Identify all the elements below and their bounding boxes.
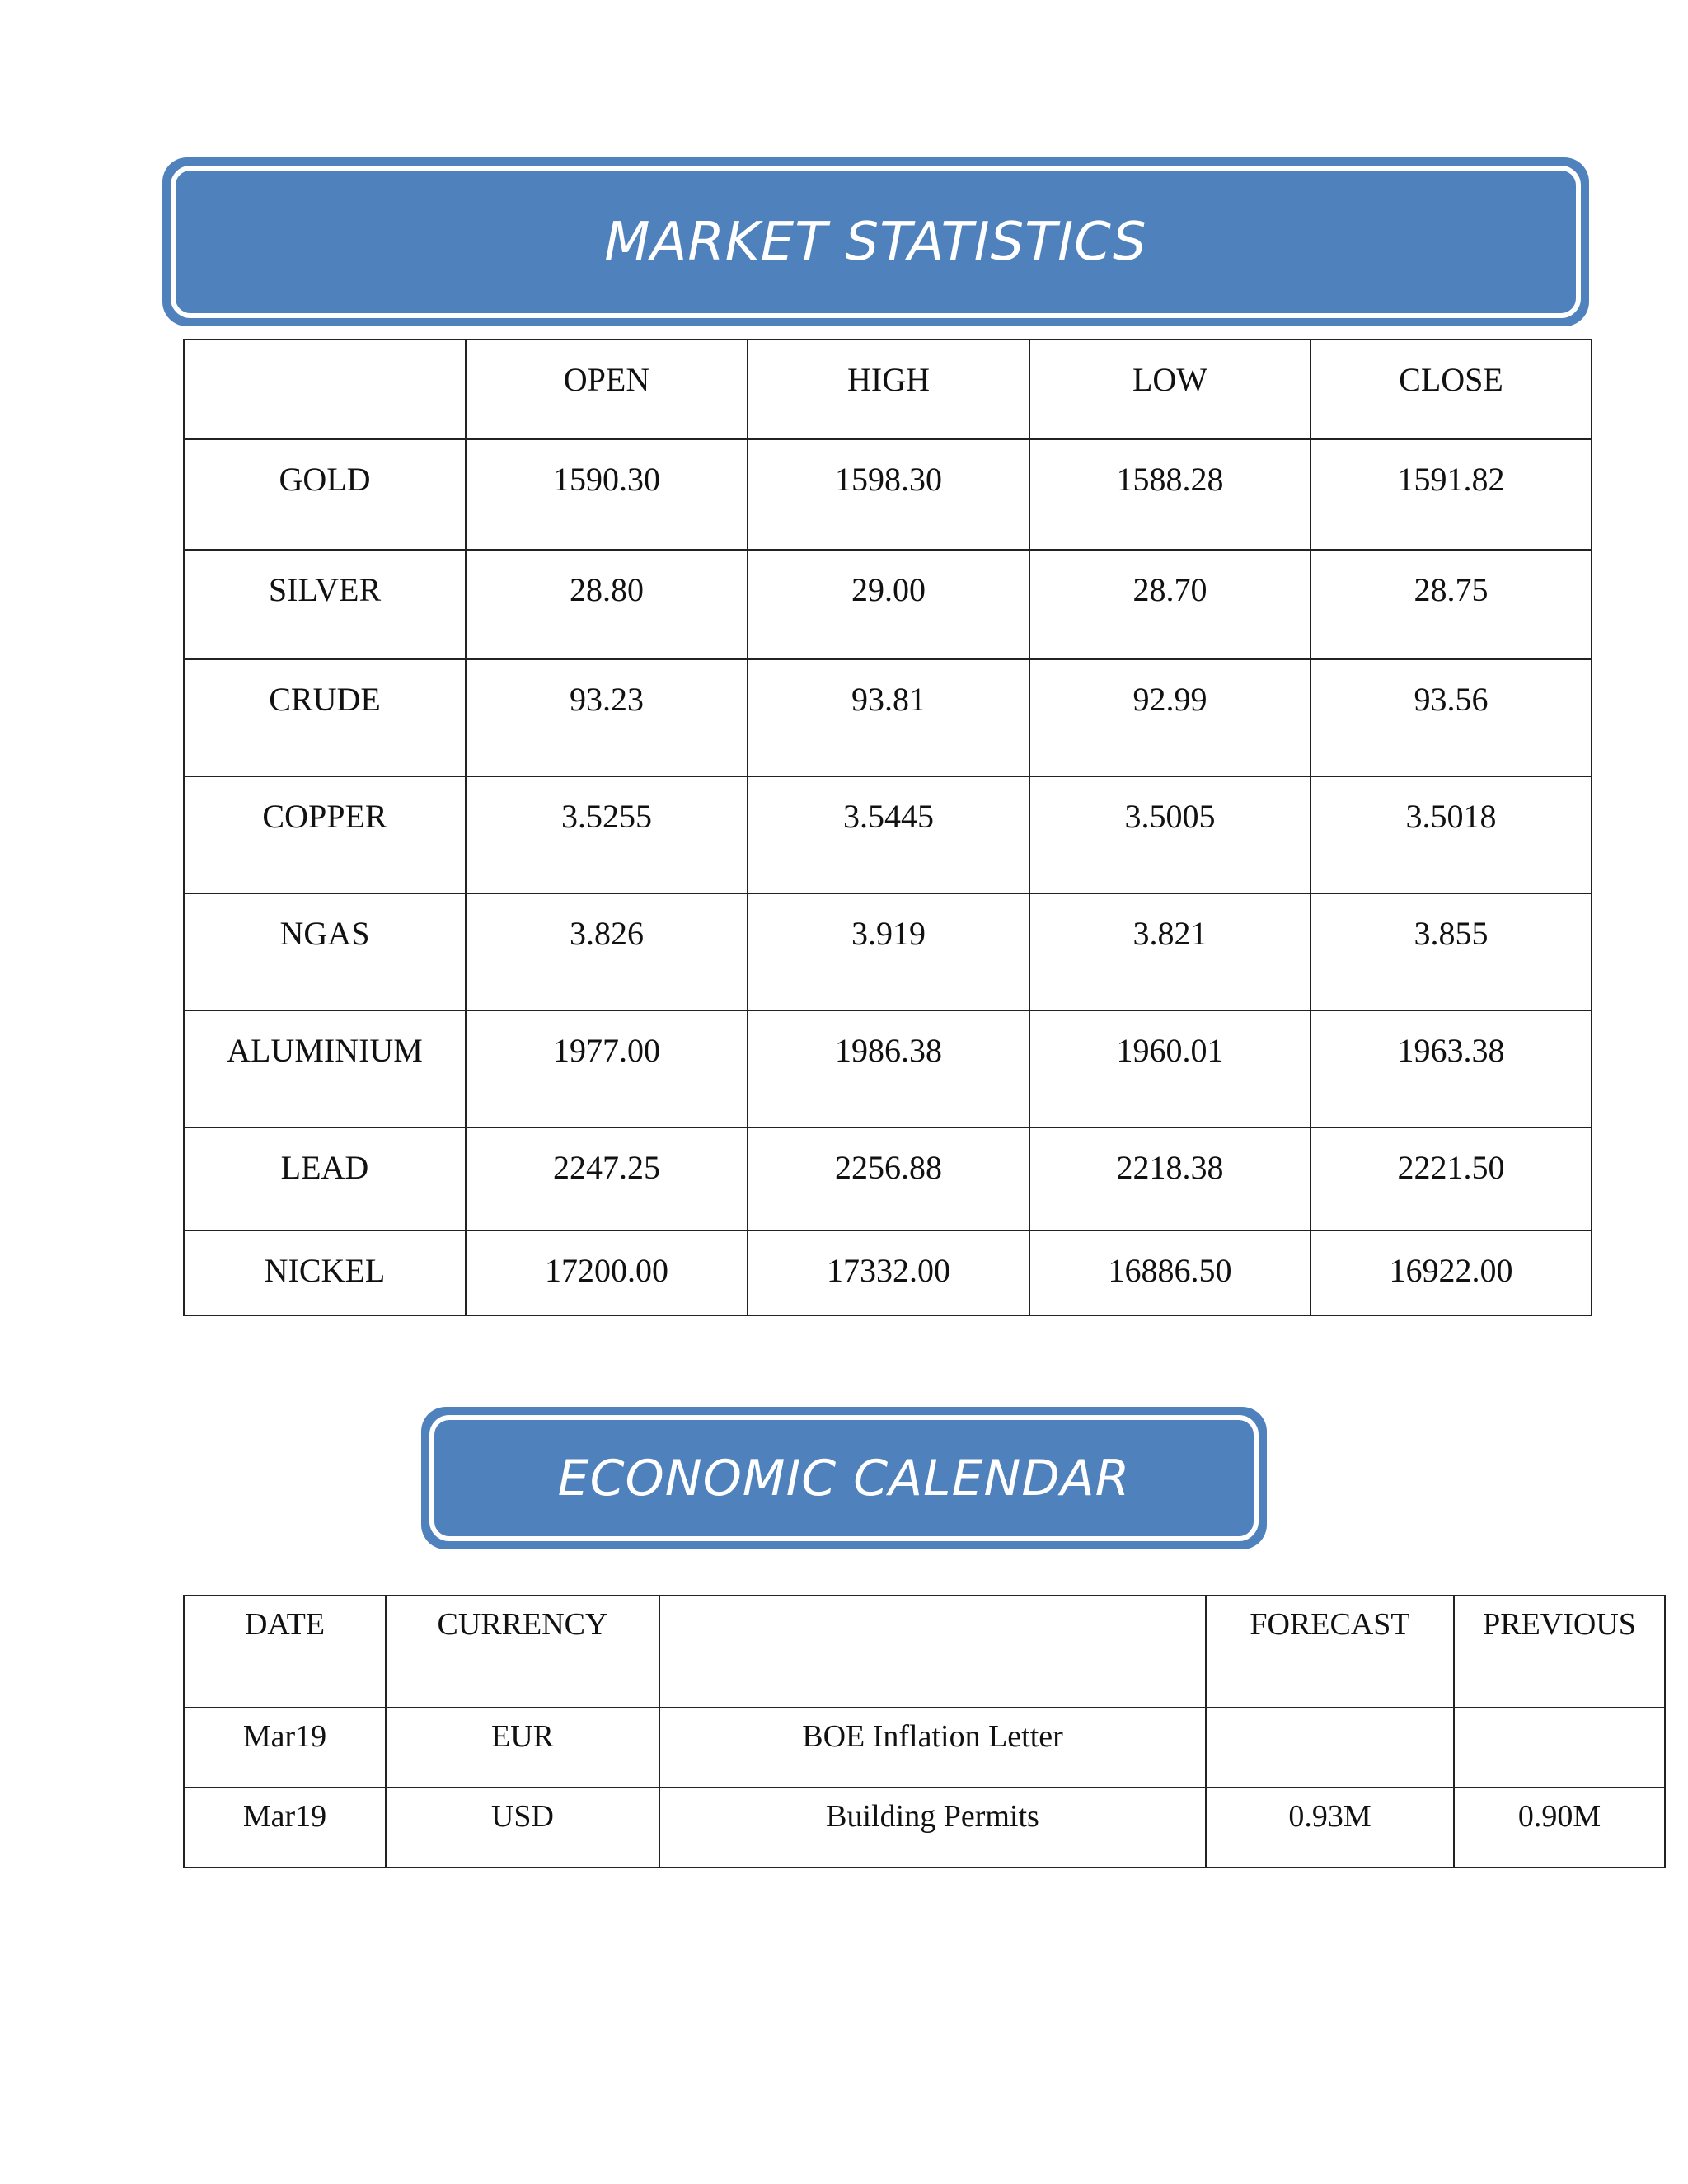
low-value: 3.821 [1029,893,1311,1010]
market-header-row [184,340,1592,439]
event-date: Mar19 [184,1708,386,1788]
market-statistics-banner [162,157,1589,326]
low-value: 16886.50 [1029,1230,1311,1315]
calendar-header-row [184,1596,1665,1708]
market-row-silver [184,550,1592,659]
market-header-cell [184,340,466,439]
low-value: 28.70 [1029,550,1311,659]
close-value: 1591.82 [1311,439,1592,550]
market-header-cell: HIGH [748,340,1029,439]
low-value: 1960.01 [1029,1010,1311,1127]
event-name: Building Permits [659,1788,1206,1868]
event-currency: EUR [386,1708,659,1788]
commodity-name: LEAD [184,1127,466,1230]
market-row-copper [184,776,1592,893]
market-row-gold [184,439,1592,550]
high-value: 1986.38 [748,1010,1029,1127]
close-value: 3.5018 [1311,776,1592,893]
close-value: 1963.38 [1311,1010,1592,1127]
event-previous: 0.90M [1454,1788,1665,1868]
commodity-name: SILVER [184,550,466,659]
market-row-nickel [184,1230,1592,1315]
low-value: 2218.38 [1029,1127,1311,1230]
commodity-name: CRUDE [184,659,466,776]
close-value: 2221.50 [1311,1127,1592,1230]
low-value: 3.5005 [1029,776,1311,893]
open-value: 17200.00 [466,1230,748,1315]
high-value: 2256.88 [748,1127,1029,1230]
open-value: 3.5255 [466,776,748,893]
calendar-header-cell: DATE [184,1596,386,1708]
market-row-ngas [184,893,1592,1010]
low-value: 92.99 [1029,659,1311,776]
event-previous [1454,1708,1665,1788]
market-statistics-table [183,339,1592,1316]
commodity-name: NICKEL [184,1230,466,1315]
calendar-header-cell [659,1596,1206,1708]
market-row-crude [184,659,1592,776]
calendar-header-cell: FORECAST [1206,1596,1454,1708]
market-header-cell: CLOSE [1311,340,1592,439]
economic-calendar-banner-frame [429,1415,1259,1541]
open-value: 1590.30 [466,439,748,550]
economic-calendar-banner [421,1407,1267,1549]
close-value: 16922.00 [1311,1230,1592,1315]
calendar-row [184,1708,1665,1788]
event-name: BOE Inflation Letter [659,1708,1206,1788]
open-value: 1977.00 [466,1010,748,1127]
commodity-name: COPPER [184,776,466,893]
high-value: 17332.00 [748,1230,1029,1315]
open-value: 28.80 [466,550,748,659]
high-value: 3.919 [748,893,1029,1010]
market-header-cell: OPEN [466,340,748,439]
close-value: 93.56 [1311,659,1592,776]
high-value: 3.5445 [748,776,1029,893]
event-forecast [1206,1708,1454,1788]
event-date: Mar19 [184,1788,386,1868]
open-value: 2247.25 [466,1127,748,1230]
high-value: 29.00 [748,550,1029,659]
market-header-cell: LOW [1029,340,1311,439]
open-value: 93.23 [466,659,748,776]
market-statistics-title: MARKET STATISTICS [604,211,1147,273]
calendar-row [184,1788,1665,1868]
close-value: 3.855 [1311,893,1592,1010]
commodity-name: ALUMINIUM [184,1010,466,1127]
low-value: 1588.28 [1029,439,1311,550]
economic-calendar-table [183,1595,1666,1868]
market-row-lead [184,1127,1592,1230]
open-value: 3.826 [466,893,748,1010]
event-currency: USD [386,1788,659,1868]
high-value: 93.81 [748,659,1029,776]
high-value: 1598.30 [748,439,1029,550]
market-statistics-banner-frame [171,166,1581,318]
commodity-name: NGAS [184,893,466,1010]
calendar-header-cell: PREVIOUS [1454,1596,1665,1708]
event-forecast: 0.93M [1206,1788,1454,1868]
economic-calendar-title: ECONOMIC CALENDAR [557,1449,1131,1507]
close-value: 28.75 [1311,550,1592,659]
commodity-name: GOLD [184,439,466,550]
calendar-header-cell: CURRENCY [386,1596,659,1708]
market-row-aluminium [184,1010,1592,1127]
